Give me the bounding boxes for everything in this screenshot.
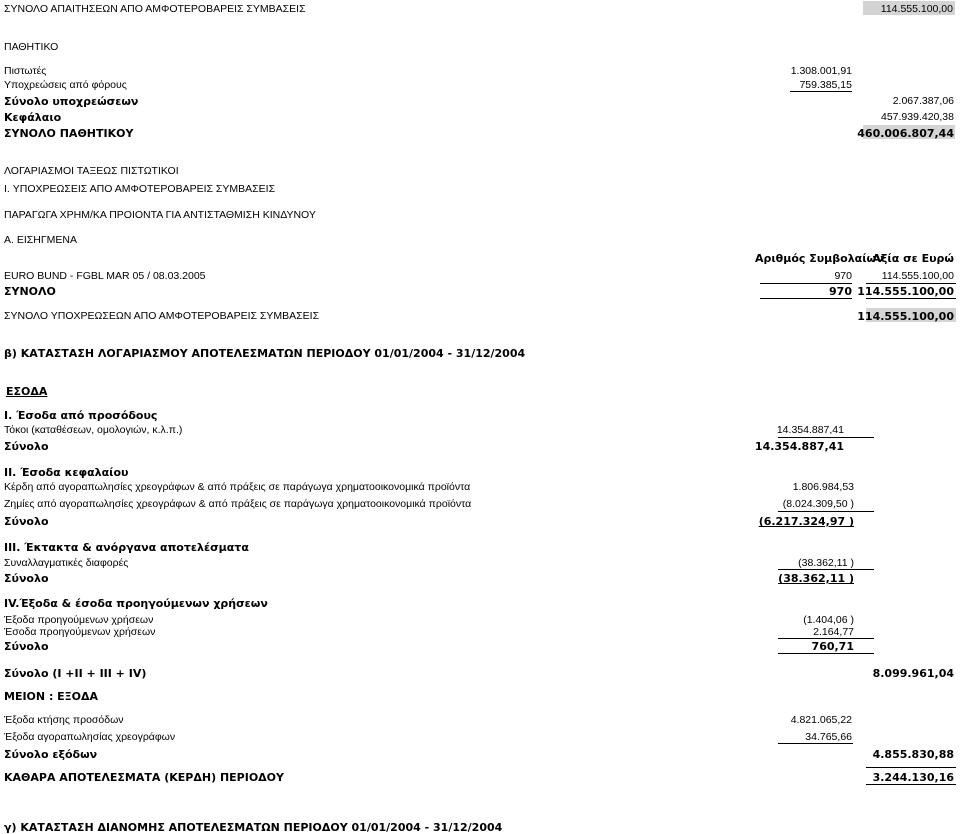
- prior-expenses-value: (1.404,06 ): [803, 614, 854, 626]
- derivatives-heading: ΠΑΡΑΓΩΓΑ ΧΡΗΜ/ΚΑ ΠΡΟΙΟΝΤΑ ΓΙΑ ΑΝΤΙΣΤΑΘΜΙΣΗ ΚΙΝΔΥΝΟΥ: [4, 209, 316, 221]
- subtotal-rule: [790, 91, 852, 92]
- losses-value: (8.024.309,50 ): [782, 498, 854, 510]
- section3-total-value: (38.362,11 ): [778, 572, 854, 585]
- section4-total-value: 760,71: [811, 640, 854, 653]
- income-heading: ΕΣΟΔΑ: [6, 385, 48, 398]
- memo-sum-value: 114.555.100,00: [857, 285, 954, 298]
- prior-income-label: Έσοδα προηγούμενων χρήσεων: [4, 626, 156, 638]
- grand-total-label: Σύνολο (I +II + III + IV): [4, 667, 147, 680]
- memo-heading: ΛΟΓΑΡΙΑΣΜΟΙ ΤΑΞΕΩΣ ΠΙΣΤΩΤΙΚΟΙ: [4, 165, 179, 177]
- section1-total-rule: [778, 437, 874, 438]
- net-result-label: ΚΑΘΑΡΑ ΑΠΟΤΕΛΕΣΜΑΤΑ (ΚΕΡΔΗ) ΠΕΡΙΟΔΟΥ: [4, 771, 285, 784]
- total-expenses-label: Σύνολο εξόδων: [4, 748, 98, 761]
- memo-sum-label: ΣΥΝΟΛΟ: [4, 285, 56, 298]
- section2-total-label: Σύνολο: [4, 515, 49, 528]
- memo-total-value: 114.555.100,00: [857, 310, 954, 323]
- less-expenses-heading: ΜΕΙΟΝ : ΕΞΟΔΑ: [4, 690, 99, 703]
- net-result-underline: [866, 784, 956, 785]
- value-column-header: Αξία σε Ευρώ: [872, 252, 954, 265]
- interest-value: 14.354.887,41: [776, 424, 844, 436]
- prior-income-value: 2.164,77: [813, 626, 854, 638]
- total-obligations-value: 2.067.387,06: [892, 95, 954, 107]
- expenses-rule: [778, 743, 853, 744]
- grand-total-value: 8.099.961,04: [872, 667, 954, 680]
- interest-label: Τόκοι (καταθέσεων, ομολογιών, κ.λ.π.): [4, 424, 183, 436]
- creditors-value: 1.308.001,91: [790, 65, 852, 77]
- capital-value: 457.939.420,38: [881, 111, 954, 123]
- distribution-title: γ) ΚΑΤΑΣΤΑΣΗ ΔΙΑΝΟΜΗΣ ΑΠΟΤΕΛΕΣΜΑΤΩΝ ΠΕΡΙΟΔΟΥ 01/01/2004 - 31/12/2004: [4, 821, 503, 834]
- memo-sum-value-underline: [866, 298, 956, 299]
- tax-label: Υποχρεώσεις από φόρους: [4, 79, 127, 91]
- total-obligations-label: Σύνολο υποχρεώσεων: [4, 95, 139, 108]
- section4-total-label: Σύνολο: [4, 640, 49, 653]
- bund-label: EURO BUND - FGBL MAR 05 / 08.03.2005: [4, 270, 206, 282]
- losses-label: Ζημίες από αγοραπωλησίες χρεογράφων & από πράξεις σε παράγωγα χρηματοοικονομικά προϊόντα: [4, 498, 472, 510]
- section3-total-rule: [778, 569, 874, 570]
- bund-value: 114.555.100,00: [881, 270, 954, 282]
- creditors-label: Πιστωτές: [4, 65, 47, 77]
- capital-label: Κεφάλαιο: [4, 111, 62, 124]
- pl-title: β) ΚΑΤΑΣΤΑΣΗ ΛΟΓΑΡΙΑΣΜΟΥ ΑΠΟΤΕΛΕΣΜΑΤΩΝ ΠΕΡΙΟΔΟΥ 01/01/2004 - 31/12/2004: [4, 347, 526, 360]
- memo-subheading: I. ΥΠΟΧΡΕΩΣΕΙΣ ΑΠΟ ΑΜΦΟΤΕΡΟΒΑΡΕΙΣ ΣΥΜΒΑΣΕΙΣ: [4, 183, 276, 195]
- section4-total-rule: [778, 638, 874, 639]
- prior-expenses-label: Έξοδα προηγούμενων χρήσεων: [4, 614, 154, 626]
- acquisition-expenses-label: Έξοδα κτήσης προσόδων: [4, 714, 124, 726]
- section3-heading: III. Έκτακτα & ανόργανα αποτελέσματα: [4, 541, 249, 554]
- total-receivables-value: 114.555.100,00: [880, 3, 953, 15]
- contracts-column-header: Αριθμός Συμβολαίων: [755, 252, 884, 265]
- net-result-value: 3.244.130,16: [872, 771, 954, 784]
- section1-total-label: Σύνολο: [4, 440, 49, 453]
- bund-contracts: 970: [834, 270, 852, 282]
- listed-heading: Α. ΕΙΣΗΓΜΕΝΑ: [4, 234, 77, 246]
- total-liabilities-label: ΣΥΝΟΛΟ ΠΑΘΗΤΙΚΟΥ: [4, 127, 134, 140]
- gains-value: 1.806.984,53: [792, 481, 854, 493]
- memo-sum-value-rule: [866, 283, 956, 284]
- memo-total-label: ΣΥΝΟΛΟ ΥΠΟΧΡΕΩΣΕΩΝ ΑΠΟ ΑΜΦΟΤΕΡΟΒΑΡΕΙΣ ΣΥΜΒΑΣΕΙΣ: [4, 310, 320, 322]
- net-result-overline: [866, 767, 956, 768]
- acquisition-expenses-value: 4.821.065,22: [790, 714, 852, 726]
- fx-value: (38.362,11 ): [798, 557, 854, 569]
- section2-heading: II. Έσοδα κεφαλαίου: [4, 466, 129, 479]
- total-expenses-value: 4.855.830,88: [872, 748, 954, 761]
- liabilities-heading: ΠΑΘΗΤΙΚΟ: [4, 41, 59, 53]
- section4-heading: IV.Έξοδα & έσοδα προηγούμενων χρήσεων: [4, 597, 268, 610]
- memo-sum-underline: [760, 298, 852, 299]
- section1-total-value: 14.354.887,41: [754, 440, 844, 453]
- total-receivables-label: ΣΥΝΟΛΟ ΑΠΑΙΤΗΣΕΩΝ ΑΠΟ ΑΜΦΟΤΕΡΟΒΑΡΕΙΣ ΣΥΜΒΑΣΕΙΣ: [4, 3, 306, 15]
- section3-total-label: Σύνολο: [4, 572, 49, 585]
- memo-sum-rule: [760, 283, 852, 284]
- gains-label: Κέρδη από αγοραπωλησίες χρεογράφων & από πράξεις σε παράγωγα χρηματοοικονομικά προϊόντα: [4, 481, 471, 493]
- fx-label: Συναλλαγματικές διαφορές: [4, 557, 129, 569]
- memo-sum-contracts: 970: [829, 285, 852, 298]
- section4-total-underline: [778, 653, 874, 654]
- section2-total-value: (6.217.324,97 ): [758, 515, 854, 528]
- section2-total-rule: [778, 511, 874, 512]
- tax-value: 759.385,15: [799, 79, 852, 91]
- section1-heading: I. Έσοδα από προσόδους: [4, 409, 158, 422]
- trading-expenses-label: Έξοδα αγοραπωλησίας χρεογράφων: [4, 731, 176, 743]
- trading-expenses-value: 34.765,66: [805, 731, 852, 743]
- total-liabilities-value: 460.006.807,44: [857, 127, 954, 140]
